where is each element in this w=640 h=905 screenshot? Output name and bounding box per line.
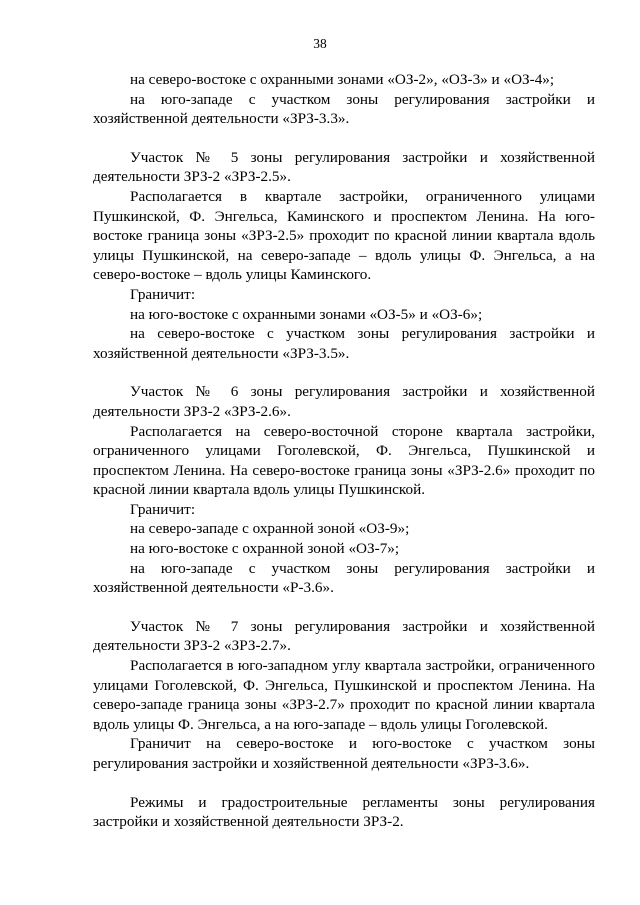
paragraph: на северо-западе с охранной зоной «ОЗ-9»; [130,520,410,538]
paragraph: Граничит на северо-востоке и юго-востоке с участком зоны регулирования застройки и хозяйственной деятельности «ЗРЗ-3.6». [93,735,595,772]
paragraph: на юго-западе с участком зоны регулирования застройки и хозяйственной деятельности «Р-3.6». [93,559,595,597]
paragraph: на юго-западе с участком зоны регулирования застройки и хозяйственной деятельности «ЗРЗ-3.3». [93,90,595,128]
paragraph: Участок № 7 зоны регулирования застройки и хозяйственной деятельности ЗРЗ-2 «ЗРЗ-2.7». [93,617,595,655]
document-section [93,382,595,598]
document-section [93,148,595,364]
document-section [93,617,595,774]
paragraph: на северо-востоке с охранными зонами «ОЗ-2», «ОЗ-3» и «ОЗ-4»; [130,71,555,88]
paragraph: Граничит: [130,285,196,303]
paragraph: на юго-востоке с охранной зоной «ОЗ-7»; [130,540,400,558]
section-gap [93,129,595,148]
document-body [93,70,595,832]
section-gap [93,363,595,382]
paragraph: на северо-востоке с участком зоны регулирования застройки и хозяйственной деятельности «ЗРЗ-3.5». [93,325,595,362]
section-gap [93,598,595,617]
paragraph: Располагается на северо-восточной стороне квартала застройки, ограниченного улицами Гоголевской, Ф. Энгельса, Пушкинской и проспектом Ленина. На северо-востоке граница зоны «ЗРЗ-2.6» проходит по красной линии квартала вдоль улицы Пушкинской. [93,422,595,499]
paragraph: Участок № 6 зоны регулирования застройки и хозяйственной деятельности ЗРЗ-2 «ЗРЗ-2.6». [93,383,595,420]
paragraph: Располагается в юго-западном углу квартала застройки, ограниченного улицами Гоголевской, Ф. Энгельса, Пушкинской и проспектом Ленина. На северо-западе граница зоны «ЗРЗ-2.7» проходит по красной линии квартала вдоль улицы Ф. Энгельса, а на юго-западе – вдоль улицы Гоголевской. [93,657,595,733]
paragraph: Располагается в квартале застройки, ограниченного улицами Пушкинской, Ф. Энгельса, Каминского и проспектом Ленина. На юго-востоке граница зоны «ЗРЗ-2.5» проходит по красной линии квартала вдоль улицы Пушкинской, на северо-западе – вдоль улицы Ф. Энгельса, а на северо-востоке – вдоль улицы Каминского. [93,187,595,284]
paragraph: Граничит: [130,500,196,518]
paragraph: Режимы и градостроительные регламенты зоны регулирования застройки и хозяйственной деятельности ЗРЗ-2. [93,793,595,831]
page-number: 38 [313,36,327,51]
paragraph: Участок № 5 зоны регулирования застройки и хозяйственной деятельности ЗРЗ-2 «ЗРЗ-2.5». [93,148,595,186]
document-section [93,70,595,129]
section-gap [93,774,595,793]
paragraph: на юго-востоке с охранными зонами «ОЗ-5» и «ОЗ-6»; [130,305,483,323]
document-section [93,793,595,832]
